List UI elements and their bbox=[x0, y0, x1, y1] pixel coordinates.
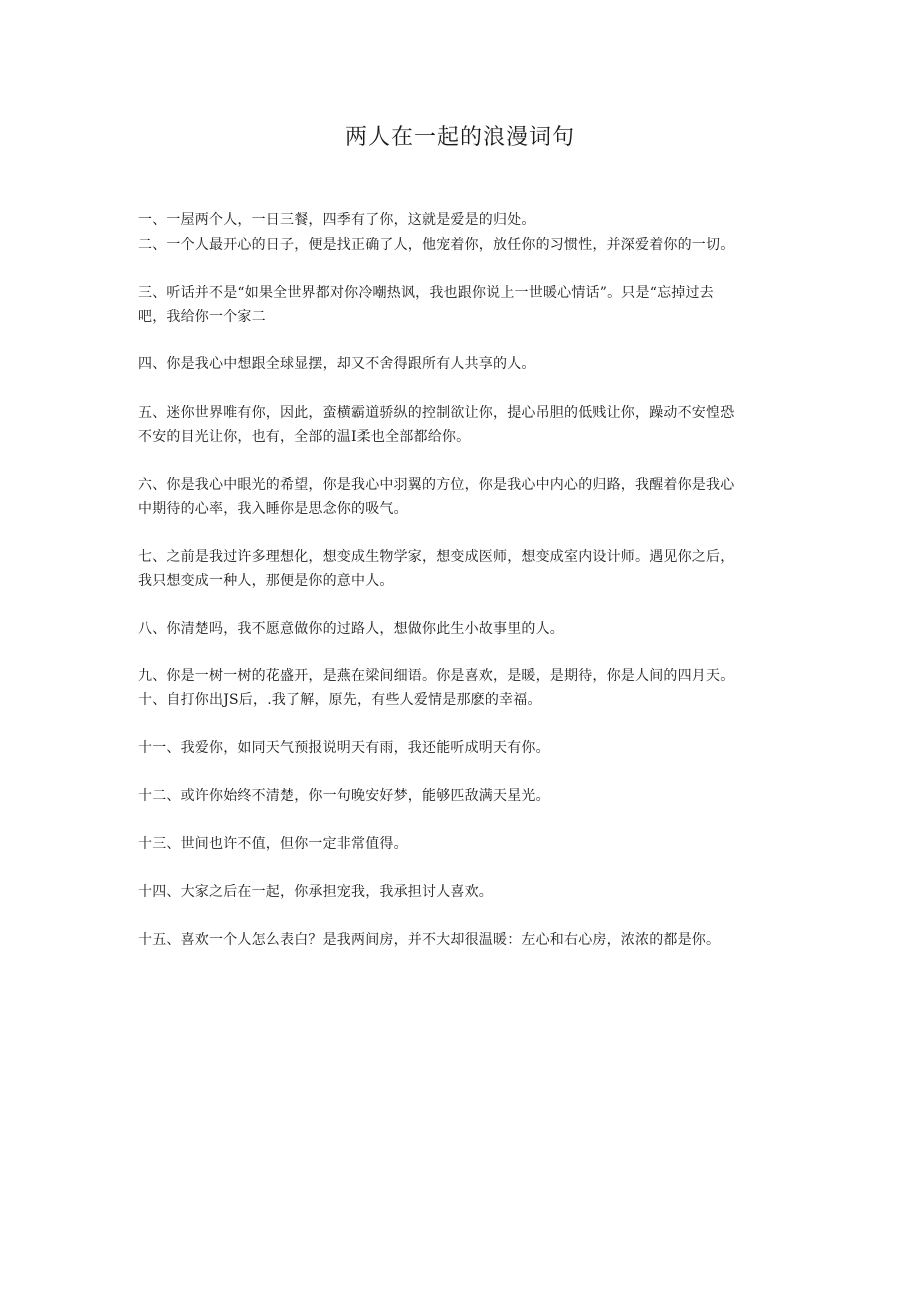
text-line: 不安的目光让你，也有，全部的温I柔也全部都给你。 bbox=[138, 429, 471, 445]
text-line: 九、你是一树一树的花盛开，是燕在梁间细语。你是喜欢，是暖，是期待，你是人间的四月天。 bbox=[138, 668, 735, 684]
text-line: 四、你是我心中想跟全球显摆，却又不舍得跟所有人共享的人。 bbox=[138, 356, 536, 372]
text-line: 八、你清楚吗，我不愿意做你的过路人，想做你此生小故事里的人。 bbox=[138, 621, 564, 637]
text-line: 二、一个人最开心的日子，便是找正确了人，他宠着你，放任你的习惯性，并深爱着你的一切。 bbox=[138, 237, 735, 253]
text-line: 十四、大家之后在一起，你承担宠我，我承担讨人喜欢。 bbox=[138, 884, 493, 900]
text-line: 七、之前是我过许多理想化，想变成生物学家，想变成医师，想变成室内设计师。遇见你之后， bbox=[138, 549, 735, 565]
text-line: 十二、或许你始终不清楚，你一句晚安好梦，能够匹敌满天星光。 bbox=[138, 788, 550, 804]
text-line: 六、你是我心中眼光的希望，你是我心中羽翼的方位，你是我心中内心的归路，我醒着你是我心 bbox=[138, 477, 735, 493]
document-title: 两人在一起的浪漫词句 bbox=[344, 125, 575, 150]
text-line: 吧，我给你一个家二 bbox=[138, 309, 266, 325]
text-line: 三、听话并不是“如果全世界都对你冷嘲热讽，我也跟你说上一世暖心情话”。只是“忘掉过去 bbox=[138, 285, 714, 301]
text-line: 中期待的心率，我入睡你是思念你的吸气。 bbox=[138, 501, 408, 517]
text-line: 十、自打你出JS后，.我了解，原先，有些人爱情是那麽的幸福。 bbox=[138, 692, 542, 708]
text-line: 十一、我爱你，如同天气预报说明天有雨，我还能听成明天有你。 bbox=[138, 740, 550, 756]
text-line: 我只想变成一种人，那便是你的意中人。 bbox=[138, 573, 394, 589]
text-line: 十五、喜欢一个人怎么表白？是我两间房，并不大却很温暖：左心和右心房，浓浓的都是你。 bbox=[138, 932, 721, 948]
text-line: 十三、世间也许不值，但你一定非常值得。 bbox=[138, 836, 408, 852]
text-line: 一、一屋两个人，一日三餐，四季有了你，这就是爱是的归处。 bbox=[138, 212, 536, 228]
text-line: 五、迷你世界唯有你，因此，蛮横霸道骄纵的控制欲让你，提心吊胆的低贱让你，躁动不安惶恐 bbox=[138, 405, 735, 421]
